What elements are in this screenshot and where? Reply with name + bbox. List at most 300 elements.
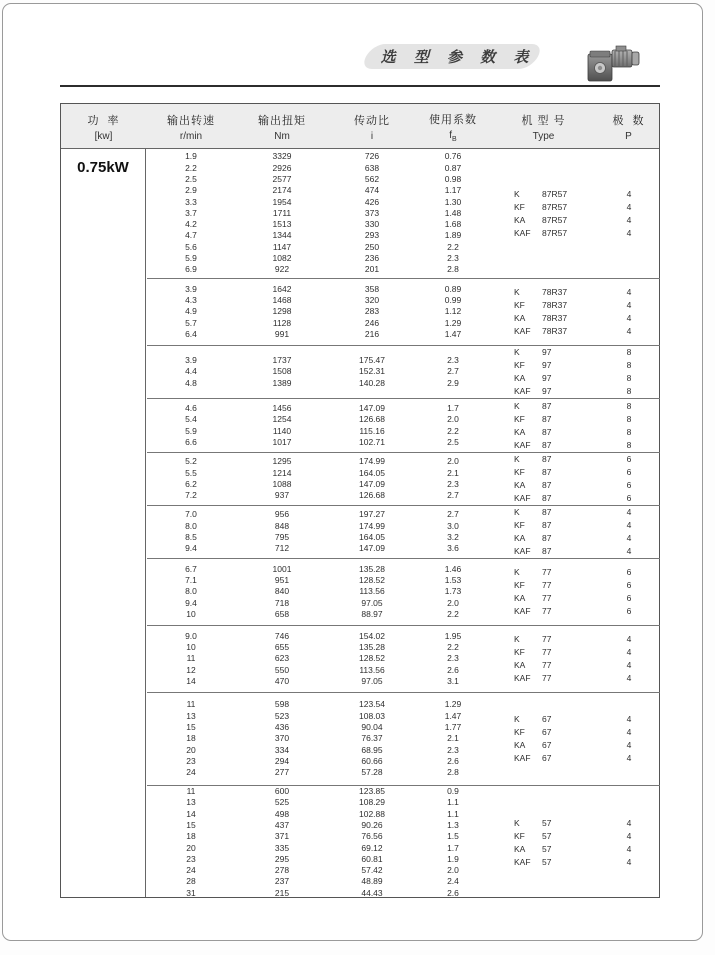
- ratio-value: 128.52: [359, 653, 385, 664]
- type-size: 77: [542, 660, 552, 670]
- output-speed-value: 4.2: [185, 219, 197, 230]
- col-header-ratio: 传动比 i: [354, 114, 390, 142]
- type-prefix: KAF: [514, 439, 531, 450]
- type-row: [491, 188, 660, 201]
- service-factor-value: 2.0: [447, 456, 459, 467]
- ratio-value: 152.31: [359, 366, 385, 377]
- col-header-output-torque: 输出扭矩 Nm: [258, 114, 306, 142]
- type-size: 78R37: [542, 300, 568, 310]
- output-torque-value: 991: [274, 328, 290, 339]
- ratio-value: 44.43: [361, 887, 383, 898]
- type-size: 87: [542, 493, 552, 503]
- output-torque-value: 598: [274, 699, 290, 710]
- type-prefix: KAF: [514, 856, 531, 867]
- type-prefix: KA: [514, 426, 526, 437]
- poles-value: 4: [626, 188, 632, 199]
- ratio-value: 115.16: [359, 425, 385, 436]
- type-size: 97: [542, 347, 552, 357]
- type-size: 87: [542, 533, 552, 543]
- poles-value: 8: [626, 426, 632, 437]
- output-torque-value: 1737: [272, 355, 292, 366]
- output-torque-value: 937: [274, 490, 290, 501]
- output-speed-value: 7.2: [185, 490, 197, 501]
- ratio-value: 426: [364, 196, 380, 207]
- table-row: [147, 699, 660, 710]
- output-torque-value: 1088: [272, 479, 292, 489]
- ratio-value: 164.05: [359, 467, 385, 478]
- ratio-value: 135.28: [359, 642, 385, 653]
- type-row: [491, 453, 660, 466]
- poles-value: 4: [626, 546, 632, 556]
- output-torque-value: 371: [274, 831, 290, 842]
- type-list: [491, 566, 660, 618]
- ratio-value: 638: [364, 162, 380, 173]
- type-prefix: K: [514, 634, 520, 644]
- output-speed-value: 1.9: [185, 151, 197, 162]
- service-factor-value: 3.0: [447, 520, 459, 531]
- type-size: 77: [542, 673, 552, 683]
- type-row: [491, 605, 660, 618]
- type-size: 78R37: [542, 287, 568, 297]
- ratio-value: 108.03: [359, 710, 385, 721]
- output-speed-value: 8.0: [185, 520, 197, 531]
- ratio-value: 57.28: [361, 767, 383, 778]
- output-torque-value: 922: [274, 264, 290, 275]
- ratio-value: 147.09: [359, 402, 385, 413]
- ratio-value: 128.52: [359, 575, 385, 586]
- output-speed-value: 3.9: [185, 355, 197, 366]
- output-torque-value: 1513: [272, 219, 292, 230]
- poles-value: 4: [626, 287, 632, 297]
- service-factor-value: 2.5: [447, 436, 459, 447]
- service-factor-value: 2.8: [447, 264, 459, 275]
- type-size: 87: [542, 520, 552, 530]
- ratio-value: 236: [364, 253, 380, 264]
- poles-value: 4: [626, 300, 632, 310]
- type-row: [491, 506, 660, 519]
- poles-value: 6: [626, 467, 632, 477]
- type-row: [491, 726, 660, 739]
- service-factor-value: 1.12: [444, 306, 462, 317]
- ratio-value: 88.97: [361, 608, 383, 619]
- type-row: [491, 843, 660, 856]
- poles-value: 4: [626, 843, 632, 854]
- output-speed-value: 9.4: [185, 597, 197, 608]
- output-torque-value: 370: [274, 733, 290, 744]
- type-list: [491, 286, 660, 338]
- type-row: [491, 479, 660, 492]
- service-factor-value: 2.3: [447, 653, 459, 664]
- output-speed-value: 6.4: [185, 328, 197, 339]
- gearbox-flange: [590, 51, 610, 57]
- col-header-power: 功 率 [kw]: [87, 114, 120, 142]
- service-factor-value: 1.1: [447, 808, 459, 819]
- service-factor-value: 1.47: [444, 328, 462, 339]
- poles-value: 4: [626, 753, 632, 763]
- type-row: [491, 227, 660, 240]
- output-torque-value: 2174: [272, 185, 292, 196]
- service-factor-value: 0.9: [447, 786, 459, 797]
- terminal-box: [616, 46, 626, 51]
- output-torque-value: 1508: [272, 366, 292, 377]
- type-size: 87: [542, 400, 552, 411]
- type-row: [491, 856, 660, 869]
- type-prefix: KA: [514, 533, 526, 543]
- output-torque-value: 956: [274, 509, 290, 520]
- type-size: 97: [542, 386, 552, 396]
- poles-value: 6: [626, 580, 632, 590]
- type-size: 78R37: [542, 326, 568, 336]
- ratio-value: 113.56: [359, 586, 385, 597]
- type-size: 67: [542, 727, 552, 737]
- ratio-value: 123.85: [359, 786, 385, 797]
- type-list: [491, 188, 660, 240]
- output-torque-value: 3329: [272, 151, 292, 162]
- type-prefix: KAF: [514, 546, 531, 556]
- type-prefix: KA: [514, 593, 526, 603]
- page-title: 选 型 参 数 表: [380, 49, 536, 66]
- ratio-value: 97.05: [361, 597, 383, 608]
- type-size: 87R57: [542, 188, 568, 199]
- type-size: 87: [542, 426, 552, 437]
- poles-value: 4: [626, 817, 632, 828]
- type-size: 77: [542, 647, 552, 657]
- service-factor-value: 0.99: [444, 295, 462, 306]
- type-prefix: KAF: [514, 326, 531, 336]
- output-speed-value: 5.2: [185, 456, 197, 467]
- output-torque-value: 294: [274, 755, 290, 766]
- table-row: [147, 174, 660, 185]
- poles-value: 4: [626, 533, 632, 543]
- output-torque-value: 1214: [272, 467, 292, 478]
- type-prefix: KF: [514, 413, 525, 424]
- poles-value: 6: [626, 593, 632, 603]
- ratio-value: 123.54: [359, 699, 385, 710]
- type-prefix: K: [514, 714, 520, 724]
- type-row: [491, 817, 660, 830]
- ratio-value: 69.12: [361, 842, 383, 853]
- ratio-value: 201: [364, 264, 380, 275]
- output-speed-value: 4.6: [185, 402, 197, 413]
- type-prefix: KF: [514, 830, 525, 841]
- type-size: 77: [542, 606, 552, 616]
- type-size: 97: [542, 360, 552, 370]
- type-row: [491, 592, 660, 605]
- service-factor-value: 3.2: [447, 532, 459, 542]
- type-row: [491, 286, 660, 299]
- type-size: 77: [542, 580, 552, 590]
- type-prefix: KAF: [514, 227, 531, 238]
- type-row: [491, 312, 660, 325]
- poles-value: 4: [626, 227, 632, 238]
- table-row: [147, 786, 660, 797]
- output-torque-value: 1642: [272, 283, 292, 294]
- type-row: [491, 532, 660, 545]
- ratio-value: 293: [364, 230, 380, 241]
- type-row: [491, 372, 660, 385]
- ratio-value: 126.68: [359, 414, 385, 425]
- ratio-value: 250: [364, 241, 380, 252]
- service-factor-value: 2.2: [447, 608, 459, 619]
- type-row: [491, 519, 660, 532]
- ratio-group-5: [147, 453, 660, 506]
- poles-value: 4: [626, 647, 632, 657]
- service-factor-value: 2.6: [447, 755, 459, 766]
- output-speed-value: 18: [186, 733, 196, 744]
- output-torque-value: 470: [274, 675, 290, 686]
- type-size: 87: [542, 454, 552, 464]
- output-torque-value: 437: [274, 819, 290, 830]
- type-prefix: K: [514, 817, 520, 828]
- ratio-group-7: [147, 559, 660, 626]
- service-factor-value: 2.3: [447, 479, 459, 489]
- service-factor-value: 1.68: [444, 219, 462, 230]
- service-factor-value: 2.0: [447, 865, 459, 876]
- type-size: 57: [542, 817, 552, 828]
- output-torque-value: 1298: [272, 306, 292, 317]
- type-prefix: KAF: [514, 753, 531, 763]
- output-speed-value: 8.0: [185, 586, 197, 597]
- type-prefix: KF: [514, 201, 525, 212]
- output-speed-value: 2.2: [185, 162, 197, 173]
- output-speed-value: 6.2: [185, 479, 197, 489]
- ratio-value: 726: [364, 151, 380, 162]
- service-factor-value: 2.0: [447, 414, 459, 425]
- output-torque-value: 295: [274, 853, 290, 864]
- service-factor-value: 2.0: [447, 597, 459, 608]
- selection-table: [60, 103, 660, 898]
- output-torque-value: 525: [274, 797, 290, 808]
- ratio-group-10: [147, 786, 660, 899]
- output-torque-value: 623: [274, 653, 290, 664]
- output-speed-value: 4.4: [185, 366, 197, 377]
- output-speed-value: 4.8: [185, 377, 197, 388]
- type-row: [491, 299, 660, 312]
- poles-value: 8: [626, 373, 632, 383]
- service-factor-value: 3.1: [447, 675, 459, 686]
- poles-value: 4: [626, 856, 632, 867]
- output-torque-value: 951: [274, 575, 290, 586]
- output-torque-value: 746: [274, 630, 290, 641]
- type-prefix: KA: [514, 660, 526, 670]
- poles-value: 4: [626, 727, 632, 737]
- output-speed-value: 4.7: [185, 230, 197, 241]
- ratio-value: 76.37: [361, 733, 383, 744]
- output-speed-value: 2.9: [185, 185, 197, 196]
- poles-value: 4: [626, 326, 632, 336]
- type-size: 97: [542, 373, 552, 383]
- ratio-value: 113.56: [359, 664, 385, 675]
- output-speed-value: 10: [186, 642, 196, 653]
- type-list: [491, 400, 660, 452]
- output-torque-value: 655: [274, 642, 290, 653]
- type-row: [491, 385, 660, 398]
- type-prefix: KAF: [514, 493, 531, 503]
- ratio-value: 175.47: [359, 355, 385, 366]
- output-torque-value: 1954: [272, 196, 292, 207]
- type-size: 67: [542, 740, 552, 750]
- type-prefix: KA: [514, 843, 526, 854]
- poles-value: 4: [626, 740, 632, 750]
- ratio-value: 60.66: [361, 755, 383, 766]
- type-size: 87: [542, 507, 552, 517]
- type-prefix: KF: [514, 467, 525, 477]
- service-factor-value: 2.1: [447, 733, 459, 744]
- ratio-group-8: [147, 626, 660, 693]
- output-speed-value: 2.5: [185, 173, 197, 184]
- poles-value: 6: [626, 606, 632, 616]
- type-size: 87R57: [542, 227, 568, 238]
- output-speed-value: 14: [186, 808, 196, 819]
- type-list: [491, 633, 660, 685]
- output-speed-value: 5.9: [185, 425, 197, 436]
- table-row: [147, 888, 660, 899]
- ratio-group-2: [147, 279, 660, 346]
- type-row: [491, 413, 660, 426]
- type-prefix: K: [514, 454, 520, 464]
- output-torque-value: 1147: [272, 241, 292, 252]
- type-prefix: KAF: [514, 606, 531, 616]
- service-factor-value: 0.89: [444, 283, 462, 294]
- type-prefix: K: [514, 507, 520, 517]
- ratio-value: 90.04: [361, 722, 383, 733]
- output-speed-value: 28: [186, 876, 196, 887]
- type-list: [491, 453, 660, 505]
- type-list: [491, 817, 660, 869]
- poles-value: 4: [626, 660, 632, 670]
- poles-value: 6: [626, 480, 632, 490]
- type-size: 87: [542, 413, 552, 424]
- output-torque-value: 2926: [272, 162, 292, 173]
- poles-value: 6: [626, 454, 632, 464]
- table-header-row: [61, 104, 659, 149]
- type-row: [491, 492, 660, 505]
- poles-value: 8: [626, 347, 632, 357]
- ratio-value: 216: [364, 328, 380, 339]
- ratio-value: 373: [364, 207, 380, 218]
- output-torque-value: 1344: [272, 230, 292, 241]
- poles-value: 4: [626, 214, 632, 225]
- output-torque-value: 215: [274, 887, 290, 898]
- type-prefix: KF: [514, 727, 525, 737]
- output-speed-value: 4.3: [185, 295, 197, 306]
- output-torque-value: 1295: [272, 456, 292, 467]
- col-header-type: 机 型 号 Type: [521, 114, 566, 142]
- output-speed-value: 20: [186, 744, 196, 755]
- poles-value: 4: [626, 201, 632, 212]
- ratio-value: 197.27: [359, 509, 385, 520]
- ratio-value: 76.56: [361, 831, 383, 842]
- ratio-value: 90.26: [361, 819, 383, 830]
- power-rating: 0.75kW: [77, 159, 129, 176]
- type-size: 87: [542, 467, 552, 477]
- type-prefix: K: [514, 400, 520, 411]
- service-factor-value: 2.2: [447, 425, 459, 436]
- output-speed-value: 10: [186, 608, 196, 619]
- ratio-value: 562: [364, 173, 380, 184]
- ratio-value: 57.42: [361, 865, 383, 876]
- poles-value: 4: [626, 520, 632, 530]
- service-factor-value: 2.8: [447, 767, 459, 778]
- header-divider: [60, 85, 660, 87]
- service-factor-value: 2.4: [447, 876, 459, 887]
- service-factor-value: 1.3: [447, 819, 459, 830]
- type-size: 67: [542, 753, 552, 763]
- output-speed-value: 5.6: [185, 241, 197, 252]
- type-row: [491, 439, 660, 452]
- type-row: [491, 214, 660, 227]
- poles-value: 4: [626, 673, 632, 683]
- ratio-value: 60.81: [361, 853, 383, 864]
- poles-value: 8: [626, 400, 632, 411]
- ratio-value: 358: [364, 283, 380, 294]
- output-torque-value: 1468: [272, 295, 292, 306]
- table-row: [147, 163, 660, 174]
- service-factor-value: 1.1: [447, 797, 459, 808]
- service-factor-value: 1.73: [444, 586, 462, 597]
- service-factor-value: 1.48: [444, 207, 462, 218]
- output-speed-value: 31: [186, 887, 196, 898]
- output-speed-value: 11: [186, 653, 196, 664]
- type-size: 87: [542, 480, 552, 490]
- type-prefix: KA: [514, 214, 526, 225]
- output-speed-value: 24: [186, 865, 196, 876]
- ratio-value: 140.28: [359, 377, 385, 388]
- service-factor-value: 1.7: [447, 402, 459, 413]
- type-size: 77: [542, 567, 552, 577]
- output-torque-value: 1128: [272, 317, 292, 328]
- service-factor-value: 0.98: [444, 173, 462, 184]
- output-torque-value: 1001: [272, 563, 292, 574]
- output-speed-value: 18: [186, 831, 196, 842]
- service-factor-value: 1.7: [447, 842, 459, 853]
- service-factor-value: 1.46: [444, 563, 462, 574]
- ratio-value: 48.89: [361, 876, 383, 887]
- type-row: [491, 646, 660, 659]
- type-size: 77: [542, 634, 552, 644]
- output-torque-value: 712: [274, 543, 290, 554]
- service-factor-value: 1.53: [444, 575, 462, 586]
- service-factor-value: 1.47: [444, 710, 462, 721]
- type-prefix: KA: [514, 373, 526, 383]
- output-speed-value: 23: [186, 853, 196, 864]
- ratio-value: 474: [364, 185, 380, 196]
- service-factor-value: 2.2: [447, 642, 459, 653]
- ratio-group-6: [147, 506, 660, 559]
- type-prefix: KF: [514, 647, 525, 657]
- output-speed-value: 7.1: [185, 575, 197, 586]
- type-prefix: K: [514, 347, 520, 357]
- service-factor-value: 2.3: [447, 744, 459, 755]
- type-size: 57: [542, 856, 552, 867]
- output-torque-value: 550: [274, 664, 290, 675]
- service-factor-value: 2.6: [447, 664, 459, 675]
- ratio-value: 154.02: [359, 630, 385, 641]
- output-torque-value: 334: [274, 744, 290, 755]
- service-factor-value: 1.29: [444, 317, 462, 328]
- gearmotor-photo: [586, 44, 642, 86]
- output-torque-value: 335: [274, 842, 290, 853]
- type-row: [491, 359, 660, 372]
- output-speed-value: 24: [186, 767, 196, 778]
- service-factor-value: 1.5: [447, 831, 459, 842]
- ratio-value: 102.71: [359, 436, 385, 447]
- output-torque-value: 795: [274, 532, 290, 542]
- output-speed-value: 5.5: [185, 467, 197, 478]
- output-speed-value: 15: [186, 819, 196, 830]
- ratio-value: 97.05: [361, 675, 383, 686]
- output-speed-value: 3.7: [185, 207, 197, 218]
